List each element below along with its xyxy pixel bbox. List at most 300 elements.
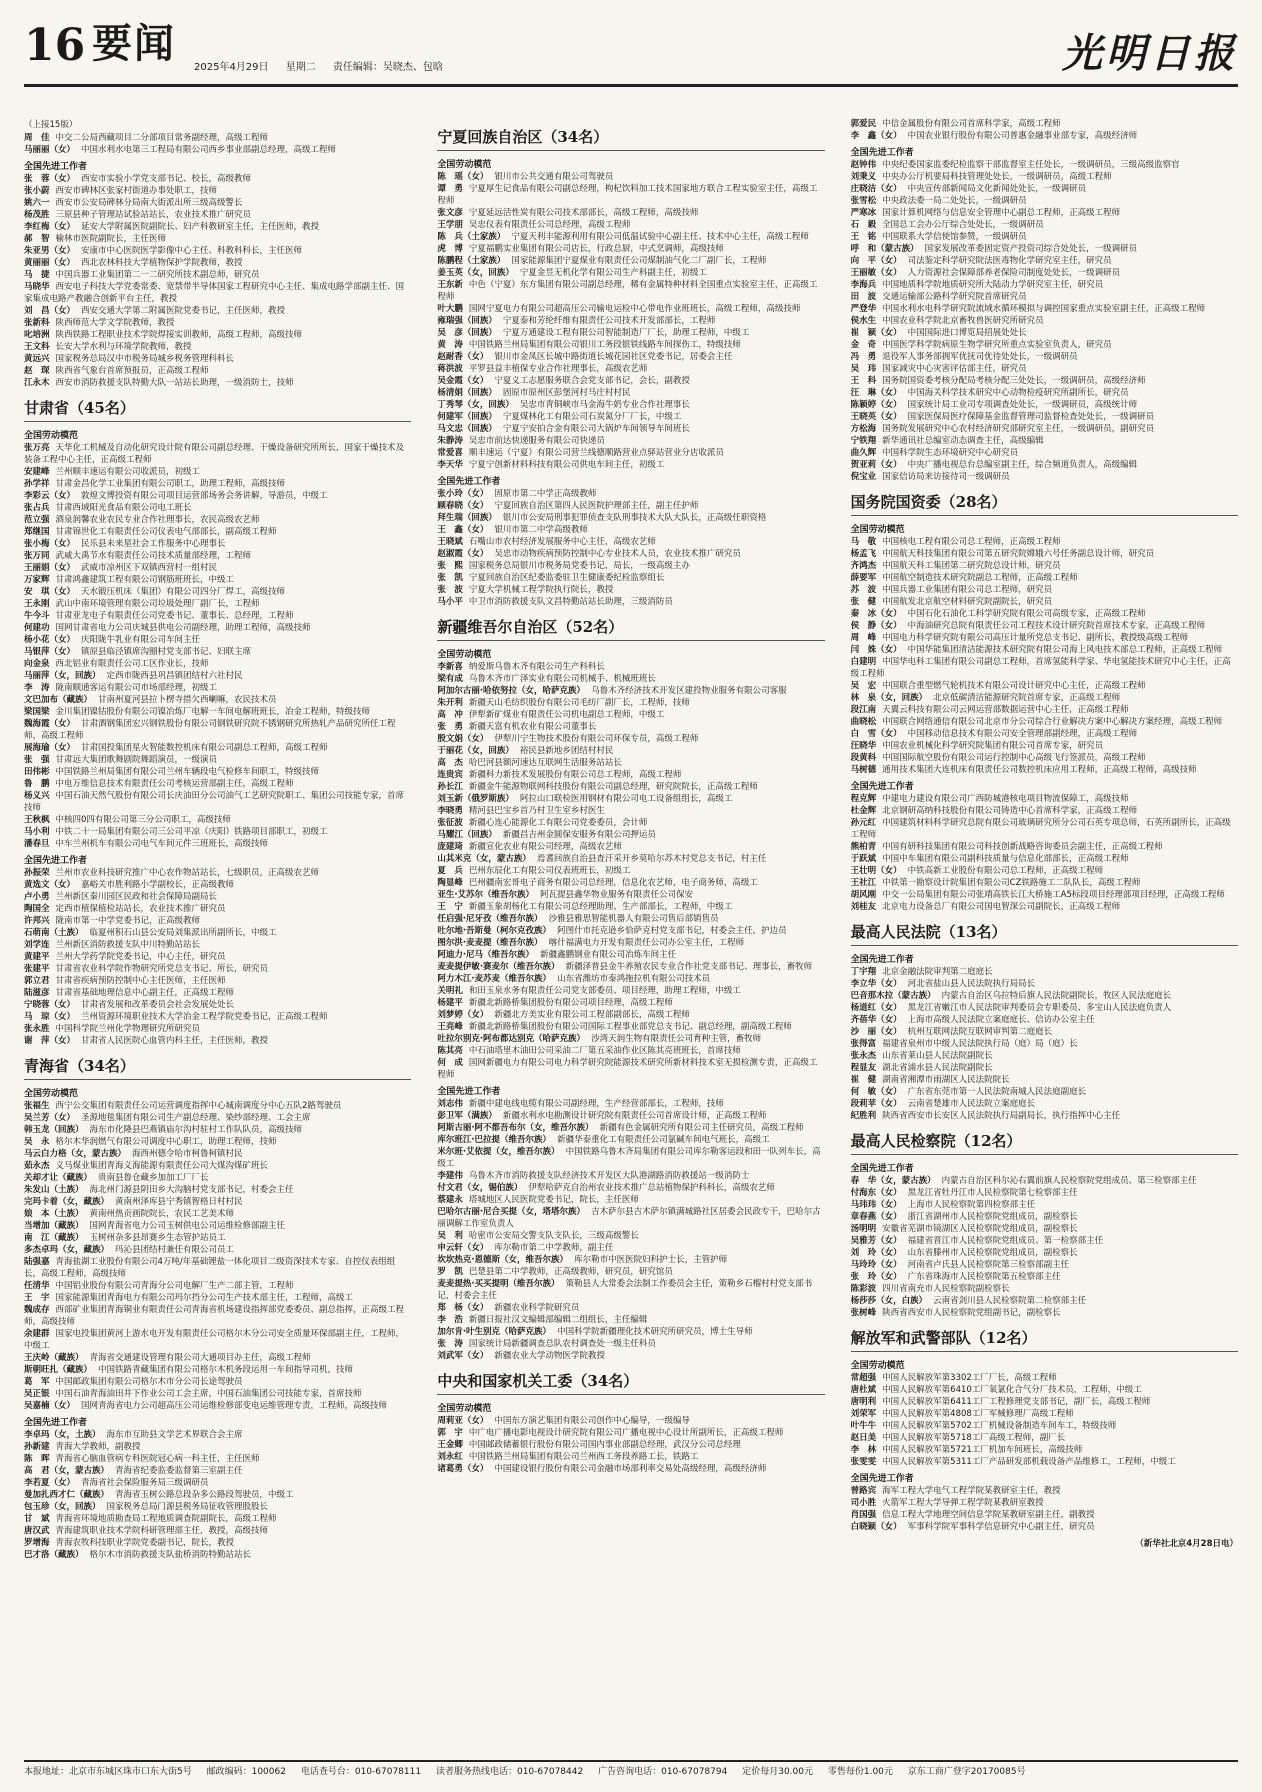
honoree-name: 周 峰 bbox=[850, 633, 877, 643]
honoree-title: 中国建筑材料科学研究总院有限公司玻璃研究所分公司石英专项总师，石英所副所长，正高级工程师 bbox=[850, 818, 1231, 840]
honoree-title: 陕西省西安市长安区人民法院执行局副局长，执行指挥中心主任 bbox=[882, 1111, 1121, 1121]
honoree-title: 青海省社会保险服务局三级调研员 bbox=[81, 1478, 209, 1488]
honoree-name: 吐尔地·吾斯曼（柯尔克孜族） bbox=[437, 926, 552, 936]
honoree-name: 刘 玲（女） bbox=[850, 1248, 902, 1258]
honoree-entry bbox=[437, 243, 824, 255]
honoree-entry bbox=[851, 339, 1238, 351]
honoree-title: 中国联系大学信使馆参赞，一级调研员 bbox=[882, 232, 1027, 242]
honoree-entry bbox=[437, 512, 824, 524]
honoree-title: 广东省珠海市人民检察院第五检察部主任 bbox=[907, 1272, 1061, 1282]
honoree-title: 中车兰州机车有限公司电气车间元件三班班长，高级技师 bbox=[55, 839, 269, 849]
award-category: 全国劳动模范 bbox=[850, 525, 905, 535]
honoree-name: 马 捷 bbox=[24, 270, 50, 280]
honoree-name: 叶大鹏 bbox=[437, 304, 463, 314]
honoree-name: 孙长江 bbox=[437, 782, 463, 792]
honoree-name: 谭 勇 bbox=[437, 184, 463, 194]
honoree-name: 章春燕（女） bbox=[850, 1212, 902, 1222]
honoree-title: 甘肃鸿鑫建筑工程有限公司钢筋班班长，中级工 bbox=[55, 575, 235, 585]
honoree-title: 青海省玉树公路总段杂多公路段驾驶员，中级工 bbox=[115, 1490, 294, 1500]
honoree-title: 信息工程大学地理空间信息学院某教研室副主任，副教授 bbox=[882, 1510, 1095, 1520]
honoree-name: 杨清娟（回族） bbox=[437, 388, 497, 398]
honoree-title: 新疆北新路桥集团股份有限公司国际工程事业部党总支书记、副总经理，副高级工程师 bbox=[468, 1022, 792, 1032]
honoree-entry bbox=[851, 1175, 1238, 1187]
footer-postcode: 邮政编码：100062 bbox=[206, 1767, 286, 1777]
honoree-title: 国网青海省电力公司超高压公司运维检修部变电运维管理专责，工程师，高级技师 bbox=[81, 1401, 388, 1411]
honoree-entry bbox=[437, 572, 824, 584]
honoree-entry bbox=[851, 118, 1238, 130]
honoree-name: 郑 杨（女） bbox=[437, 1303, 489, 1313]
honoree-name: 吴 利 bbox=[437, 1231, 463, 1241]
honoree-name: 何建功 bbox=[24, 623, 50, 633]
honoree-entry bbox=[851, 267, 1238, 279]
honoree-title: 兰州顺丰速运有限公司收派员，初级工 bbox=[55, 467, 201, 477]
honoree-name: 张永胜 bbox=[24, 1024, 50, 1034]
honoree-name: 拜生瑞（回族） bbox=[437, 513, 497, 523]
region-title: 青海省（34名） bbox=[24, 1055, 411, 1080]
honoree-title: 中国国际进口博览局招展处处长 bbox=[907, 328, 1027, 338]
honoree-entry bbox=[24, 269, 411, 281]
honoree-title: 甘肃远大集团歌舞剧院舞蹈演员，一级演员 bbox=[55, 755, 218, 765]
honoree-name: 完玛卡着（女，藏族） bbox=[24, 1197, 110, 1207]
honoree-entry bbox=[851, 1432, 1238, 1444]
honoree-title: 敦煌文博投资有限公司项目运营部场务会务讲解，导游员，中级工 bbox=[81, 491, 328, 501]
honoree-name: 罗 凯 bbox=[437, 1267, 463, 1277]
honoree-name: 曲晓松 bbox=[850, 717, 877, 727]
honoree-name: 王晓英（女） bbox=[850, 412, 902, 422]
honoree-entry bbox=[437, 781, 824, 793]
honoree-name: 何 敏（女） bbox=[850, 1087, 902, 1097]
honoree-title: 内蒙古自治区乌拉特后旗人民法院副院长，牧区人民法庭庭长 bbox=[941, 991, 1172, 1001]
honoree-name: 阿迪力·尼马（维吾尔族） bbox=[437, 950, 535, 960]
honoree-entry bbox=[437, 817, 824, 829]
honoree-entry bbox=[851, 978, 1238, 990]
honoree-entry bbox=[851, 752, 1238, 764]
honoree-title: 纳爱斯乌鲁木齐有限公司生产科科长 bbox=[468, 662, 605, 672]
honoree-title: 湖北省浦水县人民法院副院长 bbox=[882, 1063, 993, 1073]
honoree-title: 中国农业银行股份有限公司普惠金融事业部专家，高级经济师 bbox=[907, 131, 1138, 141]
honoree-name: 马晓华 bbox=[24, 282, 50, 292]
honoree-title: 天华化工机械及自动化研究设计院有限公司副总经理、干燥设备研究所所长，国家干燥技术及装备工程中心主任，正高级工程师 bbox=[24, 443, 405, 465]
honoree-name: 张 凯 bbox=[437, 573, 463, 583]
honoree-name: 潘春旦 bbox=[24, 839, 50, 849]
honoree-title: 新疆天山毛纺织股份有限公司毛纺厂副厂长，工程师，技师 bbox=[468, 698, 690, 708]
honoree-name: 侯 静（女） bbox=[850, 621, 902, 631]
honoree-name: 黄 涛 bbox=[437, 340, 463, 350]
honoree-entry bbox=[437, 435, 824, 447]
honoree-name: 李红梅（女） bbox=[24, 222, 76, 232]
honoree-name: 张小梅（女） bbox=[24, 539, 76, 549]
column-1 bbox=[24, 118, 411, 1718]
honoree-title: 银川市公安局刑事犯罪侦查支队刑事技术大队大队长，正高级任职资格 bbox=[502, 513, 767, 523]
honoree-name: 任清华 bbox=[24, 1281, 50, 1291]
honoree-title: 阿图什市托克逊乡恰萨克村党支部书记，村委会主任，护边员 bbox=[557, 926, 787, 936]
honoree-name: 向 平（女） bbox=[850, 256, 902, 266]
honoree-title: 策勒县人大常委会法制工作委员会主任，策勒乡石榴村村党支部书记，村委会主任 bbox=[437, 1279, 813, 1301]
honoree-entry bbox=[851, 1074, 1238, 1086]
honoree-title: 中国医学科学院病原生物学研究所重点实验室负责人，研究员 bbox=[882, 340, 1112, 350]
column-2 bbox=[437, 118, 824, 1718]
honoree-name: 南 江（藏族） bbox=[24, 1233, 84, 1243]
honoree-entry bbox=[851, 1259, 1238, 1271]
honoree-name: 魏海霞（女） bbox=[24, 719, 76, 729]
honoree-name: 姚六一 bbox=[24, 198, 50, 208]
honoree-title: 国网宁夏电力有限公司超高压公司输电运检中心带电作业班班长，高级工程师，高级技师 bbox=[468, 304, 801, 314]
honoree-entry bbox=[851, 1223, 1238, 1235]
honoree-name: 黄远兴 bbox=[24, 354, 50, 364]
honoree-name: 牛今斗 bbox=[24, 611, 50, 621]
honoree-entry bbox=[851, 1098, 1238, 1110]
honoree-title: 中国科学院新疆理化技术研究所研究员，博士生导师 bbox=[557, 1327, 753, 1337]
honoree-entry bbox=[24, 365, 411, 377]
honoree-name: 马玮玮（女） bbox=[850, 1200, 902, 1210]
honoree-title: 中广电广播电影电视设计研究院有限公司广播电视中心设计所副所长，正高级工程师 bbox=[468, 1428, 784, 1438]
honoree-entry bbox=[437, 757, 824, 769]
honoree-title: 中国航空制造技术研究院副总工程师，正高级工程师 bbox=[882, 573, 1078, 583]
honoree-entry bbox=[851, 171, 1238, 183]
honoree-title: 中央政法委一局二处处长，一级调研员 bbox=[882, 196, 1027, 206]
honoree-entry bbox=[851, 1187, 1238, 1199]
honoree-entry bbox=[24, 1148, 411, 1160]
honoree-title: 新疆金牛能源物联网科技股份有限公司副总经理，研究院院长，正高级工程师 bbox=[468, 782, 758, 792]
honoree-title: 榆林市医院副院长，主任医师 bbox=[55, 234, 167, 244]
honoree-title: 黄南州热贡画院院长，农民工艺美术师 bbox=[89, 1209, 235, 1219]
honoree-entry bbox=[24, 377, 411, 389]
honoree-entry bbox=[851, 207, 1238, 219]
honoree-name: 司小胜 bbox=[850, 1498, 877, 1508]
honoree-title: 全国总工会办公厅综合处处长，一级调研员 bbox=[882, 220, 1044, 230]
honoree-title: 国网青海省电力公司玉树供电公司运维检修部副主任 bbox=[89, 1221, 286, 1231]
honoree-title: 杭州互联网法院互联网审判第二庭庭长 bbox=[907, 1027, 1053, 1037]
issue-weekday: 星期二 bbox=[285, 62, 316, 73]
honoree-title: 青海省环境地质勘查局工程地质调查院副院长，高级工程师 bbox=[55, 1514, 277, 1524]
footer-license: 京东工商广登字20170085号 bbox=[907, 1767, 1026, 1777]
honoree-entry bbox=[437, 560, 824, 572]
honoree-name: 张新科 bbox=[24, 318, 50, 328]
honoree-title: 中国人民解放军第5721工厂机加车间班长，高级技师 bbox=[882, 1445, 1083, 1455]
honoree-entry bbox=[437, 877, 824, 889]
honoree-name: 杨道红（女） bbox=[850, 1003, 902, 1013]
honoree-title: 库尔勒市中医医院妇科护士长，主管护师 bbox=[574, 1255, 728, 1265]
honoree-name: 王庆岭（藏族） bbox=[24, 1353, 84, 1363]
honoree-entry bbox=[24, 1477, 411, 1489]
honoree-entry bbox=[437, 1122, 824, 1134]
honoree-name: 蔡建永 bbox=[437, 1195, 463, 1205]
honoree-name: 巴才洛（藏族） bbox=[24, 1550, 84, 1560]
honoree-entry bbox=[24, 1489, 411, 1501]
honoree-title: 沙湾天润生物有限责任公司育种主管，畜牧师 bbox=[591, 1034, 762, 1044]
honoree-title: 库尔勒市第二中学教师，副主任 bbox=[494, 1243, 614, 1253]
honoree-name: 严登华 bbox=[850, 304, 877, 314]
honoree-name: 齐蓓华（女） bbox=[850, 1015, 902, 1025]
honoree-title: 通用技术集团大连机床有限责任公司数控机床应用工程师，正高级工程师，高级技师 bbox=[882, 765, 1197, 775]
honoree-title: 福建省晋江市人民检察院党组成员、第一检察部主任 bbox=[907, 1236, 1104, 1246]
honoree-entry bbox=[851, 644, 1238, 656]
honoree-title: 中国农业科学院北京畜牧兽医研究所研究员 bbox=[882, 316, 1044, 326]
honoree-name: 王东新 bbox=[437, 280, 463, 290]
honoree-name: 苏 波 bbox=[850, 585, 877, 595]
award-category: 全国先进工作者 bbox=[850, 782, 914, 792]
honoree-name: 齐鸿杰 bbox=[850, 561, 877, 571]
honoree-title: 司法鉴定科学研究院法医毒物化学研究室主任，研究员 bbox=[907, 256, 1112, 266]
honoree-name: 叶牛牛 bbox=[850, 1421, 877, 1431]
honoree-title: 新疆宣化农业有限公司经理，高级农艺师 bbox=[468, 842, 622, 852]
honoree-title: 吉木萨尔县吉木萨尔镇满城路社区居委会民政专干，巴哈尔古丽调解工作室负责人 bbox=[437, 1207, 821, 1229]
honoree-title: 西北农林科技大学植物保护学院教师，教授 bbox=[81, 258, 243, 268]
honoree-entry bbox=[437, 1415, 824, 1427]
honoree-entry bbox=[851, 1521, 1238, 1533]
honoree-name: 方松海 bbox=[850, 424, 877, 434]
honoree-title: 中国铁路兰州局集团有限公司兰州西工务段养路工长，铁路工 bbox=[468, 1452, 699, 1462]
honoree-title: 宁夏煤林化工有限公司石炭氮分厂厂长，中级工 bbox=[502, 412, 682, 422]
honoree-entry bbox=[851, 1384, 1238, 1396]
honoree-entry bbox=[851, 716, 1238, 728]
honoree-name: 常超强 bbox=[850, 1373, 877, 1383]
honoree-entry bbox=[851, 1444, 1238, 1456]
honoree-name: 倪宝业 bbox=[850, 472, 877, 482]
honoree-name: 崔 健 bbox=[850, 1075, 877, 1085]
honoree-entry bbox=[24, 209, 411, 221]
honoree-name: 陈鹏程（土家族） bbox=[437, 256, 506, 266]
honoree-name: 娘 本（土族） bbox=[24, 1209, 84, 1219]
honoree-title: 中国石油天然气股份有限公司长庆油田分公司油气工艺研究院职工、集团公司技能专家，首席技师 bbox=[24, 791, 405, 813]
honoree-name: 宁晓蓉（女） bbox=[24, 1000, 76, 1010]
honoree-entry bbox=[437, 769, 824, 781]
honoree-entry bbox=[24, 903, 411, 915]
honoree-name: 王 铭 bbox=[850, 232, 877, 242]
honoree-title: 中石油塔里木油田公司采油二厂第五采油作业区陈其亮班班长，首席技师 bbox=[468, 1046, 741, 1056]
honoree-title: 中央办公厅机要局科技管理处处长，一级调研员，高级工程师 bbox=[882, 172, 1112, 182]
honoree-title: 新疆玉象胡杨化工有限公司总经理助理、生产部部长，工程师，中级工 bbox=[468, 902, 733, 912]
honoree-entry bbox=[437, 411, 824, 423]
honoree-entry bbox=[24, 502, 411, 514]
honoree-name: 唐明利 bbox=[850, 1397, 877, 1407]
honoree-title: 顺丰速运（宁夏）有限公司营兰线德顺路营业点驿站营业分店收派员 bbox=[468, 448, 724, 458]
honoree-entry bbox=[851, 471, 1238, 483]
honoree-title: 兰州市农业科技研究推广中心农作物站站长，七级职员，正高级农艺师 bbox=[55, 868, 320, 878]
honoree-entry bbox=[24, 466, 411, 478]
honoree-name: 张占兵 bbox=[24, 503, 50, 513]
honoree-entry bbox=[437, 1463, 824, 1475]
column-3 bbox=[851, 118, 1238, 1718]
region-title: 新疆维吾尔自治区（52名） bbox=[437, 616, 824, 641]
honoree-entry bbox=[24, 586, 411, 598]
honoree-entry bbox=[24, 867, 411, 879]
honoree-name: 张 健 bbox=[850, 597, 877, 607]
honoree-entry bbox=[851, 231, 1238, 243]
honoree-title: 国家电投集团黄河上游水电开发有限责任公司格尔木分公司安全质量环保部副主任，工程师，中级工 bbox=[24, 1329, 405, 1351]
honoree-name: 斯朝旺扎（藏族） bbox=[24, 1365, 93, 1375]
honoree-title: 陇南顺通客运有限公司市场部经理，初级工 bbox=[55, 683, 218, 693]
honoree-title: 陕西省西安市人民检察院党组副书记，副检察长 bbox=[882, 1308, 1061, 1318]
honoree-title: 黑龙江省嫩江市人民法院审判委员会专职委员、多宝山人民法庭负责人 bbox=[907, 1003, 1172, 1013]
honoree-title: 中国石化石油化工科学研究院有限公司高级专家，正高级工程师 bbox=[907, 609, 1146, 619]
honoree-entry bbox=[851, 572, 1238, 584]
honoree-name: 庄晓洁（女） bbox=[850, 184, 902, 194]
honoree-entry bbox=[437, 1254, 824, 1266]
honoree-entry bbox=[437, 805, 824, 817]
honoree-title: 安康市中心医院医学影像中心主任、科教科科长，主任医师 bbox=[81, 246, 303, 256]
honoree-entry bbox=[24, 634, 411, 646]
honoree-entry bbox=[437, 536, 824, 548]
award-category: 全国劳动模范 bbox=[24, 431, 79, 441]
honoree-entry bbox=[851, 1235, 1238, 1247]
honoree-name: 马丽萍（女，回族） bbox=[24, 671, 101, 681]
honoree-entry bbox=[437, 231, 824, 243]
honoree-entry bbox=[851, 901, 1238, 913]
region-title: 最高人民检察院（12名） bbox=[851, 1130, 1238, 1155]
honoree-name: 殷文娟（女） bbox=[437, 734, 489, 744]
honoree-entry bbox=[437, 793, 824, 805]
honoree-entry bbox=[437, 1314, 824, 1326]
honoree-name: 马文忠（回族） bbox=[437, 424, 497, 434]
region-title: 最高人民法院（13名） bbox=[851, 921, 1238, 946]
honoree-entry bbox=[437, 889, 824, 901]
honoree-entry bbox=[851, 159, 1238, 171]
honoree-entry bbox=[24, 987, 411, 999]
honoree-name: 向金泉 bbox=[24, 659, 50, 669]
honoree-name: 梁有成 bbox=[437, 674, 463, 684]
honoree-name: 多杰卓玛（女，藏族） bbox=[24, 1245, 110, 1255]
honoree-name: 张 涛 bbox=[437, 1339, 463, 1349]
honoree-title: 哈密市公安局交警支队支队长，三级高级警长 bbox=[468, 1231, 639, 1241]
honoree-entry bbox=[851, 423, 1238, 435]
honoree-title: 武山中南环境管理有限公司垃圾处理厂副厂长，工程师 bbox=[55, 599, 260, 609]
honoree-name: 亚生·艾苏尔（维吾尔族） bbox=[437, 890, 535, 900]
honoree-entry bbox=[851, 1110, 1238, 1122]
honoree-title: 甘肃省疾病预防控制中心主任医师，主任医师 bbox=[55, 976, 226, 986]
honoree-title: 格尔木华润燃气有限公司调度中心职工，助理工程师，技师 bbox=[55, 1137, 277, 1147]
honoree-entry bbox=[437, 661, 824, 673]
honoree-entry bbox=[437, 255, 824, 267]
honoree-entry bbox=[851, 1420, 1238, 1432]
honoree-name: 王秋枫 bbox=[24, 815, 50, 825]
honoree-entry bbox=[851, 1497, 1238, 1509]
honoree-name: 姜玉英（女，回族） bbox=[437, 268, 514, 278]
honoree-name: 张雯雯 bbox=[850, 1457, 877, 1467]
honoree-name: 王亮峰 bbox=[437, 1022, 463, 1032]
honoree-entry bbox=[437, 673, 824, 685]
award-category: 全国劳动模范 bbox=[24, 1089, 79, 1099]
honoree-entry bbox=[437, 1057, 824, 1081]
honoree-name: 张永杰 bbox=[850, 1051, 877, 1061]
honoree-entry bbox=[24, 514, 411, 526]
honoree-title: 乌鲁木齐经济技术开发区建投物业服务有限公司客服 bbox=[591, 686, 787, 696]
honoree-title: 西安市实验小学党支部书记、校长，高级教师 bbox=[81, 174, 252, 184]
honoree-entry bbox=[851, 1014, 1238, 1026]
honoree-title: 火箭军工程大学导弹工程学院某教研室教授 bbox=[882, 1498, 1044, 1508]
honoree-entry bbox=[437, 1242, 824, 1254]
honoree-title: 吴忠市前达快递服务有限公司快递员 bbox=[468, 436, 605, 446]
honoree-title: 中央纪委国家监委纪检监察干部监督室主任处长，一级调研员，三级高级监察官 bbox=[882, 160, 1180, 170]
honoree-title: 海北州门源县阴田乡大沟脑村党支部书记，村委会主任 bbox=[89, 1185, 294, 1195]
honoree-entry bbox=[437, 303, 824, 315]
honoree-title: 中国科学院生态环境研究中心研究员 bbox=[882, 448, 1019, 458]
honoree-title: 中国联合重型燃气轮机技术有限公司设计研究中心主任，正高级工程师 bbox=[882, 681, 1146, 691]
honoree-entry bbox=[437, 925, 824, 937]
honoree-entry bbox=[24, 1160, 411, 1172]
honoree-title: 宁夏天利丰能源利用有限公司低温试验中心副主任、技术中心主任，高级工程师 bbox=[511, 232, 809, 242]
honoree-name: 李海兵 bbox=[850, 280, 877, 290]
honoree-name: 麦麦提热·买买提明（维吾尔族） bbox=[437, 1279, 560, 1289]
honoree-entry bbox=[851, 853, 1238, 865]
award-category: 全国先进工作者 bbox=[437, 477, 501, 487]
honoree-entry bbox=[851, 315, 1238, 327]
honoree-title: 中国铝业股份有限公司青海分公司电解厂生产二部主管，工程师 bbox=[55, 1281, 294, 1291]
honoree-title: 国家发展改革委固定资产投资司综合处处长，一级调研员 bbox=[924, 244, 1138, 254]
honoree-title: 青海建筑职业技术学院科研管理部主任，教授，高级技师 bbox=[55, 1526, 269, 1536]
honoree-name: 何 成 bbox=[437, 1058, 463, 1068]
honoree-title: 中国电力科学研究院有限公司高压计量所党总支书记、副所长，教授级高级工程师 bbox=[882, 633, 1189, 643]
honoree-name: 李 林 bbox=[850, 1445, 877, 1455]
honoree-title: 陕西师范大学文学院教师，教授 bbox=[55, 318, 175, 328]
honoree-title: 海军工程大学电气工程学院某教研室主任，教授 bbox=[882, 1486, 1061, 1496]
honoree-name: 夏 兵 bbox=[437, 866, 463, 876]
honoree-entry bbox=[437, 709, 824, 721]
honoree-entry bbox=[437, 685, 824, 697]
honoree-title: 国家能源集团青海电力有限公司玛尔挡分公司生产技术部主任，工程师，高级工 bbox=[55, 1293, 354, 1303]
honoree-name: 申云轩（女） bbox=[437, 1243, 489, 1253]
region-title: 甘肃省（45名） bbox=[24, 397, 411, 422]
honoree-entry bbox=[437, 387, 824, 399]
honoree-name: 曲久辉 bbox=[850, 448, 877, 458]
honoree-title: 新疆日报社汉文编辑部编辑二组组长，主任编辑 bbox=[468, 1315, 648, 1325]
honoree-entry bbox=[851, 680, 1238, 692]
honoree-entry bbox=[24, 317, 411, 329]
honoree-entry bbox=[851, 990, 1238, 1002]
region-title: 宁夏回族自治区（34名） bbox=[437, 126, 824, 151]
honoree-title: 西安市公安局碑林分局南大街派出所三级高级警长 bbox=[55, 198, 243, 208]
honoree-title: 中国人民解放军第5718工厂高级工程师，副厂长 bbox=[882, 1433, 1066, 1443]
honoree-title: 中国铁路乌鲁木齐局集团有限公司库尔勒客运段和田一队列车长，高级工 bbox=[437, 1147, 821, 1169]
honoree-entry bbox=[24, 1441, 411, 1453]
honoree-title: 国家计算机网络与信息安全管理中心副总工程师，正高级工程师 bbox=[882, 208, 1121, 218]
honoree-title: 青海省交通建设管理有限公司大通项目办主任，高级工程师 bbox=[89, 1353, 311, 1363]
honoree-title: 银川市第二中学高级教师 bbox=[494, 525, 588, 535]
honoree-title: 国家税务总局门源县税务局征收管理股股长 bbox=[106, 1502, 269, 1512]
honoree-name: 张征波 bbox=[437, 818, 463, 828]
honoree-title: 甘南州夏河县拉卜楞寺措欠西喇嘛，农民技术员 bbox=[98, 695, 277, 705]
honoree-title: 新疆有色金属研究所有限公司主任研究员，高级工程师 bbox=[599, 1123, 804, 1133]
honoree-name: 孙新建 bbox=[24, 1442, 50, 1452]
honoree-name: 马 敬 bbox=[850, 537, 877, 547]
honoree-title: 中核四0四有限公司第三分公司职工，高级技师 bbox=[55, 815, 231, 825]
honoree-name: 李新喜 bbox=[437, 662, 463, 672]
honoree-title: 金川集团镍钴股份有限公司镍冶炼厂电解一车间电解班班长，冶金工程师，特级技师 bbox=[55, 707, 371, 717]
honoree-title: 定西市植保植检站站长，农业技术推广研究员 bbox=[55, 904, 226, 914]
honoree-name: 李若夏（女） bbox=[24, 1478, 76, 1488]
honoree-title: 中国地质科学院地质研究所大陆动力学研究室主任，研究员 bbox=[882, 280, 1104, 290]
honoree-title: 格尔木市消防救援支队盐桥消防特勤站站长 bbox=[89, 1550, 252, 1560]
honoree-entry bbox=[851, 548, 1238, 560]
honoree-title: 青海大学教师，副教授 bbox=[55, 1442, 141, 1452]
honoree-entry bbox=[24, 1220, 411, 1232]
honoree-entry bbox=[851, 764, 1238, 776]
honoree-name: 陈 瑶（女） bbox=[437, 172, 489, 182]
honoree-title: 山东省莱山县人民法院副院长 bbox=[882, 1051, 993, 1061]
honoree-name: 丁宇翔 bbox=[850, 967, 877, 977]
honoree-name: 张万同 bbox=[24, 551, 50, 561]
honoree-entry bbox=[24, 598, 411, 610]
honoree-title: 甘肃国投集团星火智能数控机床有限公司副总工程师，高级工程师 bbox=[81, 743, 328, 753]
honoree-name: 薛要军 bbox=[850, 573, 877, 583]
honoree-title: 中国人民解放军第5311工厂产品研发部机载设备产品维修工，工程师，中级工 bbox=[882, 1457, 1176, 1467]
honoree-title: 河北省盐山县人民法院执行局局长 bbox=[907, 979, 1036, 989]
honoree-title: 甘肃金昌化学工业集团有限公司职工，助理工程师，高级技师 bbox=[55, 479, 286, 489]
honoree-title: 中国铁路青藏集团有限公司格尔木机务段运用一车间指导司机，技师 bbox=[98, 1365, 354, 1375]
honoree-entry bbox=[437, 1146, 824, 1170]
honoree-title: 新疆心连心能源化工有限公司党委委员，会计师 bbox=[468, 818, 648, 828]
honoree-entry bbox=[851, 1372, 1238, 1384]
